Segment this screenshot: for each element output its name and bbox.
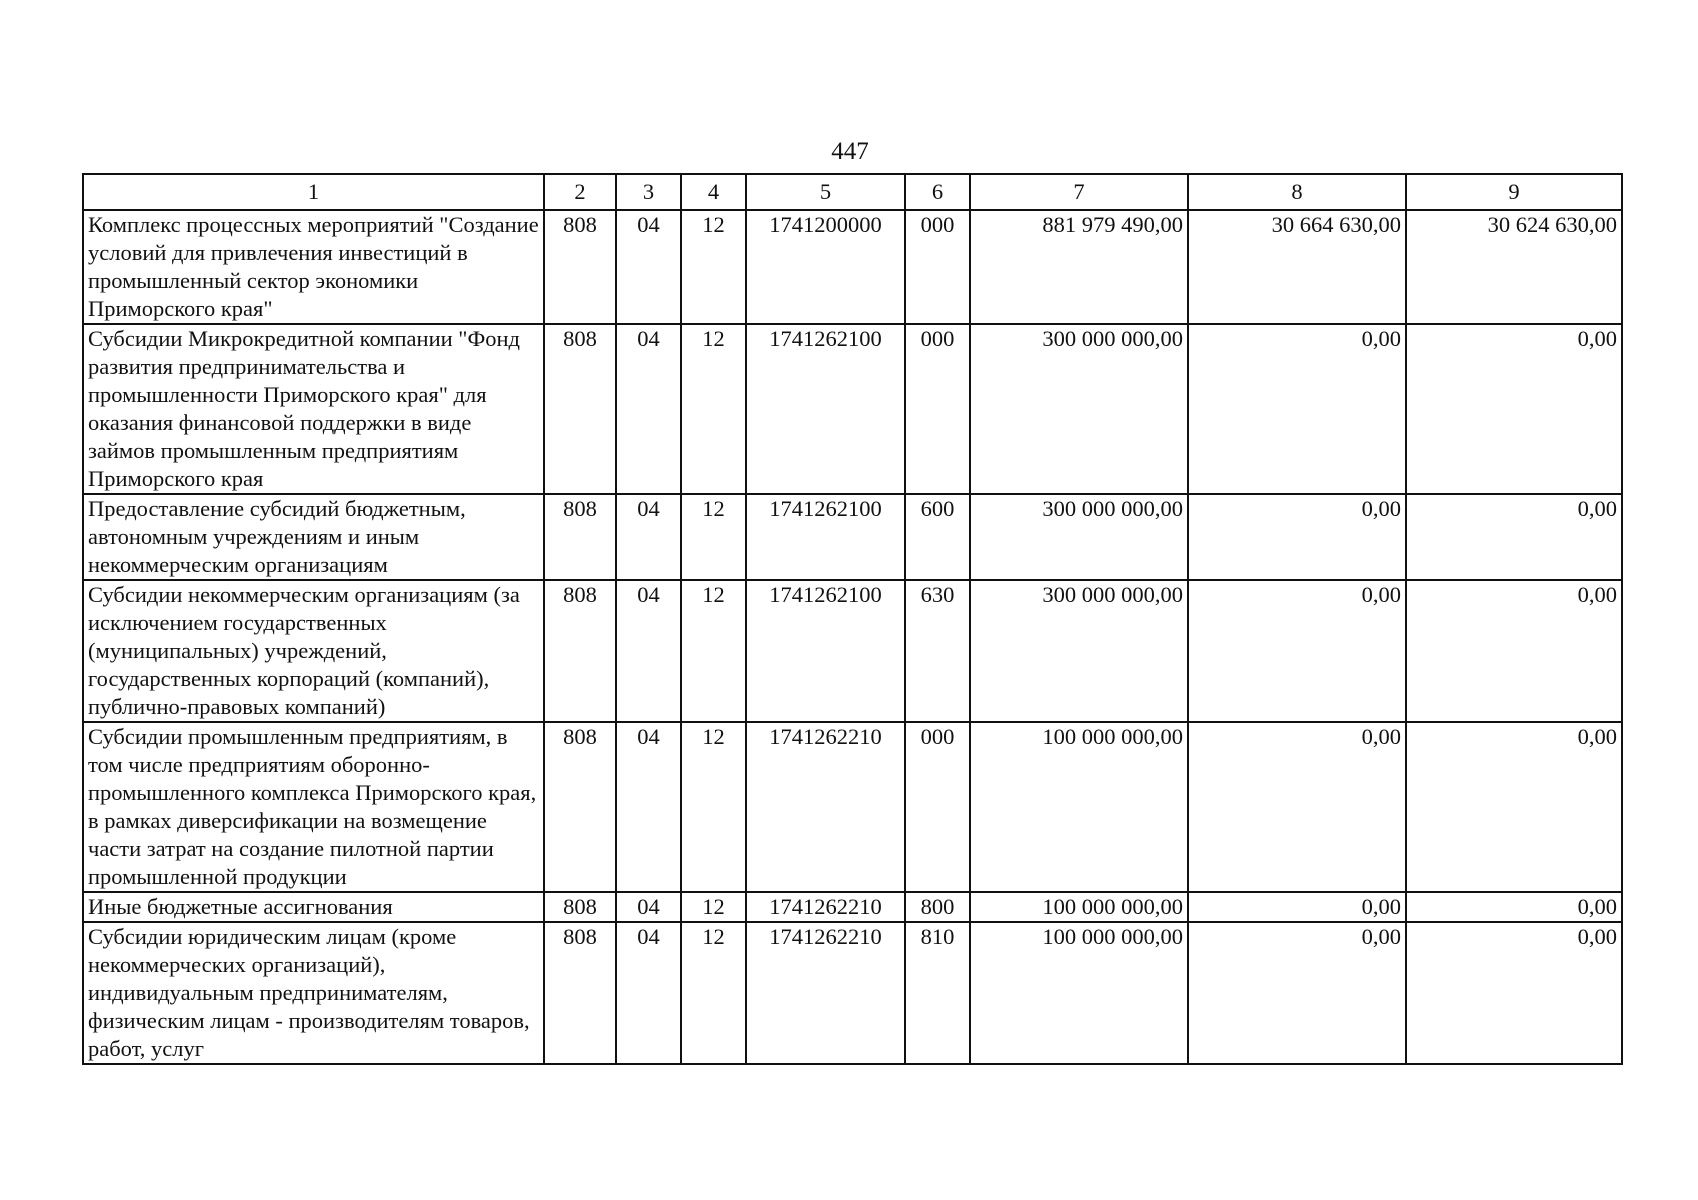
expense-type-code: 810 bbox=[905, 922, 970, 1064]
ministry-code: 808 bbox=[544, 494, 616, 580]
column-number-row bbox=[83, 174, 1622, 210]
amount-col7: 300 000 000,00 bbox=[970, 324, 1188, 494]
item-name: Субсидии некоммерческим организациям (за исключением государственных (муниципальных) учреждений, государственных корпораций (компаний), публично-правовых компаний) bbox=[83, 580, 544, 722]
target-article-code: 1741262100 bbox=[746, 494, 905, 580]
section-code: 04 bbox=[616, 722, 681, 892]
item-name: Субсидии промышленным предприятиям, в том числе предприятиям оборонно-промышленного комплекса Приморского края, в рамках диверсификации на возмещение части затрат на создание пилотной партии промышленной продукции bbox=[83, 722, 544, 892]
expense-type-code: 000 bbox=[905, 210, 970, 324]
subsection-code: 12 bbox=[681, 324, 746, 494]
subsection-code: 12 bbox=[681, 722, 746, 892]
amount-col8: 0,00 bbox=[1188, 892, 1406, 922]
table-row bbox=[83, 922, 1622, 1064]
section-code: 04 bbox=[616, 892, 681, 922]
ministry-code: 808 bbox=[544, 922, 616, 1064]
amount-col8: 30 664 630,00 bbox=[1188, 210, 1406, 324]
ministry-code: 808 bbox=[544, 324, 616, 494]
target-article-code: 1741262210 bbox=[746, 892, 905, 922]
subsection-code: 12 bbox=[681, 580, 746, 722]
amount-col8: 0,00 bbox=[1188, 580, 1406, 722]
amount-col7: 300 000 000,00 bbox=[970, 494, 1188, 580]
expense-type-code: 600 bbox=[905, 494, 970, 580]
amount-col9: 0,00 bbox=[1406, 922, 1622, 1064]
expense-type-code: 630 bbox=[905, 580, 970, 722]
amount-col7: 100 000 000,00 bbox=[970, 722, 1188, 892]
subsection-code: 12 bbox=[681, 922, 746, 1064]
page-number: 447 bbox=[831, 138, 869, 165]
ministry-code: 808 bbox=[544, 892, 616, 922]
ministry-code: 808 bbox=[544, 580, 616, 722]
amount-col8: 0,00 bbox=[1188, 324, 1406, 494]
column-header: 3 bbox=[616, 174, 681, 210]
amount-col9: 0,00 bbox=[1406, 494, 1622, 580]
column-header: 6 bbox=[905, 174, 970, 210]
amount-col7: 300 000 000,00 bbox=[970, 580, 1188, 722]
table-row bbox=[83, 324, 1622, 494]
section-code: 04 bbox=[616, 580, 681, 722]
table-row bbox=[83, 210, 1622, 324]
column-header: 4 bbox=[681, 174, 746, 210]
table-row bbox=[83, 722, 1622, 892]
section-code: 04 bbox=[616, 494, 681, 580]
subsection-code: 12 bbox=[681, 892, 746, 922]
column-header: 7 bbox=[970, 174, 1188, 210]
target-article-code: 1741262100 bbox=[746, 324, 905, 494]
section-code: 04 bbox=[616, 922, 681, 1064]
subsection-code: 12 bbox=[681, 494, 746, 580]
amount-col9: 0,00 bbox=[1406, 892, 1622, 922]
amount-col9: 0,00 bbox=[1406, 324, 1622, 494]
column-header: 1 bbox=[83, 174, 544, 210]
expense-type-code: 000 bbox=[905, 722, 970, 892]
amount-col8: 0,00 bbox=[1188, 922, 1406, 1064]
subsection-code: 12 bbox=[681, 210, 746, 324]
item-name: Комплекс процессных мероприятий "Создание условий для привлечения инвестиций в промышленный сектор экономики Приморского края" bbox=[83, 210, 544, 324]
target-article-code: 1741262210 bbox=[746, 922, 905, 1064]
section-code: 04 bbox=[616, 324, 681, 494]
column-header: 2 bbox=[544, 174, 616, 210]
column-header: 8 bbox=[1188, 174, 1406, 210]
target-article-code: 1741262210 bbox=[746, 722, 905, 892]
ministry-code: 808 bbox=[544, 722, 616, 892]
item-name: Субсидии Микрокредитной компании "Фонд развития предпринимательства и промышленности Приморского края" для оказания финансовой поддержки в виде займов промышленным предприятиям Приморского края bbox=[83, 324, 544, 494]
budget-table bbox=[82, 173, 1623, 1065]
item-name: Иные бюджетные ассигнования bbox=[83, 892, 544, 922]
amount-col8: 0,00 bbox=[1188, 494, 1406, 580]
section-code: 04 bbox=[616, 210, 681, 324]
target-article-code: 1741200000 bbox=[746, 210, 905, 324]
target-article-code: 1741262100 bbox=[746, 580, 905, 722]
amount-col8: 0,00 bbox=[1188, 722, 1406, 892]
table-row bbox=[83, 892, 1622, 922]
amount-col7: 100 000 000,00 bbox=[970, 922, 1188, 1064]
column-header: 5 bbox=[746, 174, 905, 210]
item-name: Субсидии юридическим лицам (кроме некоммерческих организаций), индивидуальным предпринимателям, физическим лицам - производителям товаров, работ, услуг bbox=[83, 922, 544, 1064]
table-row bbox=[83, 494, 1622, 580]
amount-col7: 881 979 490,00 bbox=[970, 210, 1188, 324]
column-header: 9 bbox=[1406, 174, 1622, 210]
item-name: Предоставление субсидий бюджетным, автономным учреждениям и иным некоммерческим организациям bbox=[83, 494, 544, 580]
ministry-code: 808 bbox=[544, 210, 616, 324]
amount-col7: 100 000 000,00 bbox=[970, 892, 1188, 922]
expense-type-code: 800 bbox=[905, 892, 970, 922]
expense-type-code: 000 bbox=[905, 324, 970, 494]
amount-col9: 30 624 630,00 bbox=[1406, 210, 1622, 324]
amount-col9: 0,00 bbox=[1406, 580, 1622, 722]
amount-col9: 0,00 bbox=[1406, 722, 1622, 892]
table-row bbox=[83, 580, 1622, 722]
